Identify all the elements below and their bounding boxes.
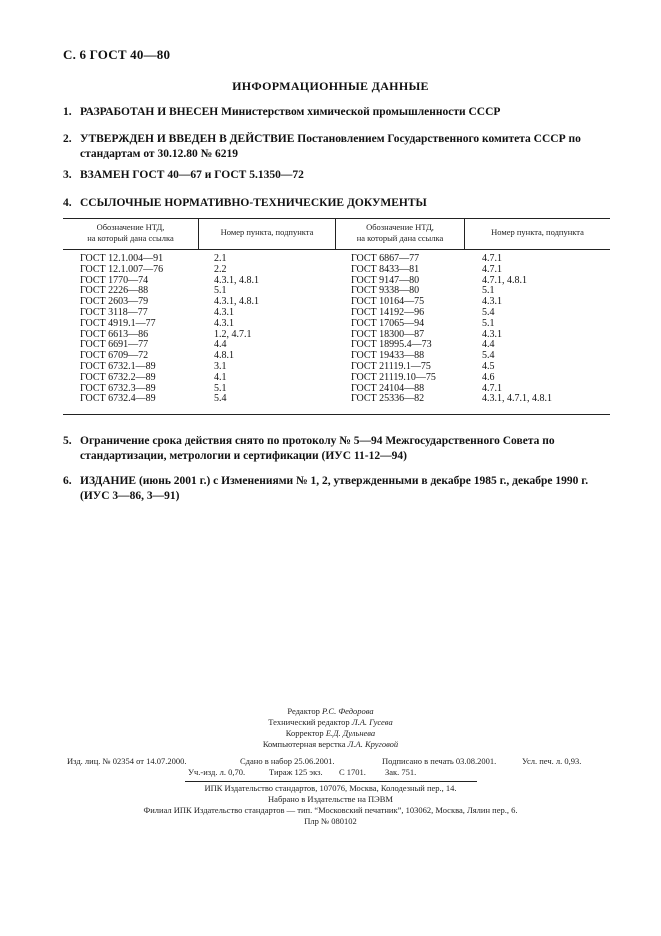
item-number: 3. [63, 169, 72, 181]
table-cell-doc: ГОСТ 2603—79 [80, 296, 149, 308]
item-number: 6. [63, 475, 72, 487]
branch-address: Филиал ИПК Издательство стандартов — тип. “Московский печатник”, 103062, Москва, Лялин пер., 6. [143, 805, 518, 815]
info-item-1 [63, 105, 608, 120]
item-lead: ССЫЛОЧНЫЕ НОРМАТИВНО-ТЕХНИЧЕСКИЕ ДОКУМЕНТЫ [80, 197, 427, 209]
layout-name: Л.А. Круговой [347, 739, 399, 749]
signed-date: Подписано в печать 03.08.2001. [382, 756, 497, 766]
table-cell-clause: 4.8.1 [214, 350, 234, 362]
table-cell-clause: 4.7.1 [482, 253, 502, 264]
table-header-clause: Номер пункта, подпункта [220, 227, 314, 237]
section-title: ИНФОРМАЦИОННЫЕ ДАННЫЕ [232, 79, 429, 93]
table-cell-doc: ГОСТ 4919.1—77 [80, 317, 156, 329]
running-head: С. 6 ГОСТ 40—80 [63, 47, 171, 62]
table-cell-clause: 5.1 [214, 382, 227, 394]
imprint-divider [185, 781, 477, 782]
table-cell-doc: ГОСТ 6732.4—89 [80, 393, 156, 405]
order-c: С 1701. [339, 767, 366, 777]
typeset-note: Набрано в Издательстве на ПЭВМ [268, 794, 393, 804]
corrector-label: Корректор [285, 728, 324, 738]
item-rest: Министерством химической промышленности СССР [218, 106, 501, 118]
item-lead: УТВЕРЖДЕН И ВВЕДЕН В ДЕЙСТВИЕ [80, 133, 295, 145]
table-cell-clause: 4.6 [482, 371, 495, 383]
table-cell-doc: ГОСТ 6867—77 [351, 253, 420, 264]
table-cell-clause: 5.4 [214, 393, 227, 405]
table-cell-doc: ГОСТ 25336—82 [351, 393, 425, 405]
item-number: 5. [63, 435, 72, 447]
item-lead: РАЗРАБОТАН И ВНЕСЕН [80, 106, 219, 118]
info-item-6 [63, 474, 608, 504]
left-clauses-column [214, 254, 259, 405]
item-lead: ВЗАМЕН ГОСТ 40—67 и ГОСТ 5.1350—72 [80, 169, 304, 181]
sent-date: Сдано в набор 25.06.2001. [240, 756, 335, 766]
table-cell-clause: 4.7.1 [482, 382, 502, 394]
layout-label: Компьютерная верстка [262, 739, 346, 749]
table-cell-clause: 4.3.1, 4.8.1 [214, 274, 259, 286]
table-cell-doc: ГОСТ 6732.1—89 [80, 360, 156, 372]
table-cell-doc: ГОСТ 12.1.004—91 [80, 253, 164, 264]
pub-sheets: Уч.-изд. л. 0,70. [188, 767, 246, 777]
table-cell-clause: 3.1 [214, 360, 227, 372]
table-cell-doc: ГОСТ 6732.2—89 [80, 371, 156, 383]
table-cell-doc: ГОСТ 21119.10—75 [351, 371, 436, 383]
info-item-4 [63, 196, 608, 211]
plr-number: Плр № 080102 [304, 816, 357, 826]
table-top-rule [63, 218, 610, 219]
license-text: Изд. лиц. № 02354 от 14.07.2000. [67, 756, 187, 766]
table-header-doc: Обозначение НТД, на который дана ссылка [87, 222, 174, 243]
publisher-address: ИПК Издательство стандартов, 107076, Москва, Колодезный пер., 14. [204, 783, 457, 793]
item-number: 1. [63, 106, 72, 118]
tech-editor-label: Технический редактор [268, 717, 350, 727]
table-cell-clause: 4.1 [214, 371, 227, 383]
info-item-3 [63, 168, 608, 183]
table-cell-clause: 4.4 [482, 339, 495, 351]
table-cell-doc: ГОСТ 10164—75 [351, 296, 425, 308]
table-cell-clause: 4.3.1, 4.7.1, 4.8.1 [482, 393, 552, 405]
table-cell-clause: 4.5 [482, 360, 495, 372]
table-cell-doc: ГОСТ 6613—86 [80, 328, 149, 340]
table-cell-clause: 4.3.1, 4.8.1 [214, 296, 259, 308]
table-cell-doc: ГОСТ 8433—81 [351, 263, 420, 275]
item-lead: Ограничение срока действия снято по протоколу № 5—94 Межгосударственного Совета по стандартизации, метрологии и сертификации (ИУС 11-12—94) [80, 435, 555, 462]
table-cell-doc: ГОСТ 12.1.007—76 [80, 263, 164, 275]
editor-label: Редактор [287, 706, 320, 716]
table-cell-clause: 4.3.1 [214, 317, 234, 329]
corrector-name: Е.Д. Дульнева [325, 728, 376, 738]
table-cell-doc: ГОСТ 9338—80 [351, 285, 420, 297]
left-docs-column [80, 254, 163, 405]
references-table [63, 218, 610, 415]
table-cell-clause: 4.7.1 [482, 263, 502, 275]
table-cell-clause: 4.3.1 [482, 328, 502, 340]
table-cell-clause: 1.2, 4.7.1 [214, 328, 252, 340]
table-cell-clause: 5.4 [482, 306, 495, 318]
tech-editor-name: Л.А. Гусева [351, 717, 393, 727]
table-cell-doc: ГОСТ 6691—77 [80, 339, 149, 351]
order-number: Зак. 751. [385, 767, 417, 777]
table-cell-clause: 5.1 [214, 285, 227, 297]
imprint-credits [0, 706, 661, 750]
table-cell-doc: ГОСТ 6709—72 [80, 350, 149, 362]
table-header-rule [63, 249, 610, 250]
item-rest: Постановлением Государственного комитета СССР по стандартам от 30.12.80 № 6219 [80, 133, 581, 160]
right-docs-column [351, 254, 436, 405]
table-cell-clause: 4.3.1 [482, 296, 502, 308]
info-item-5 [63, 434, 608, 464]
table-cell-clause: 4.4 [214, 339, 227, 351]
table-header-clause: Номер пункта, подпункта [491, 227, 584, 237]
info-item-2 [63, 132, 608, 162]
table-header-doc: Обозначение НТД, на который дана ссылка [356, 222, 444, 243]
table-cell-clause: 5.4 [482, 350, 495, 362]
item-lead: ИЗДАНИЕ (июнь 2001 г.) с Изменениями № 1, 2, утвержденными в декабре 1985 г., декабре 1990 г. (ИУС 3—86, 3—91) [80, 475, 589, 502]
table-cell-doc: ГОСТ 17065—94 [351, 317, 425, 329]
editor-name: Р.С. Федорова [321, 706, 374, 716]
table-cell-doc: ГОСТ 21119.1—75 [351, 360, 431, 372]
right-clauses-column [482, 254, 552, 405]
table-cell-doc: ГОСТ 24104—88 [351, 382, 425, 394]
item-number: 4. [63, 197, 72, 209]
table-cell-clause: 5.1 [482, 285, 495, 297]
table-cell-clause: 2.2 [214, 263, 227, 275]
table-cell-doc: ГОСТ 14192—96 [351, 306, 425, 318]
table-cell-clause: 4.7.1, 4.8.1 [482, 274, 527, 286]
table-cell-clause: 2.1 [214, 253, 227, 264]
table-cell-doc: ГОСТ 2226—88 [80, 285, 149, 297]
table-cell-doc: ГОСТ 19433—88 [351, 350, 425, 362]
table-cell-doc: ГОСТ 18995.4—73 [351, 339, 432, 351]
table-bottom-rule [63, 414, 610, 415]
item-number: 2. [63, 133, 72, 145]
table-cell-clause: 4.3.1 [214, 306, 234, 318]
table-cell-doc: ГОСТ 18300—87 [351, 328, 425, 340]
table-cell-doc: ГОСТ 6732.3—89 [80, 382, 156, 394]
print-run: Тираж 125 экз. [269, 767, 323, 777]
print-sheets: Усл. печ. л. 0,93. [522, 756, 582, 766]
table-cell-doc: ГОСТ 1770—74 [80, 274, 149, 286]
publisher-block [0, 783, 661, 827]
table-cell-doc: ГОСТ 9147—80 [351, 274, 420, 286]
table-cell-clause: 5.1 [482, 317, 495, 329]
table-cell-doc: ГОСТ 3118—77 [80, 306, 148, 318]
